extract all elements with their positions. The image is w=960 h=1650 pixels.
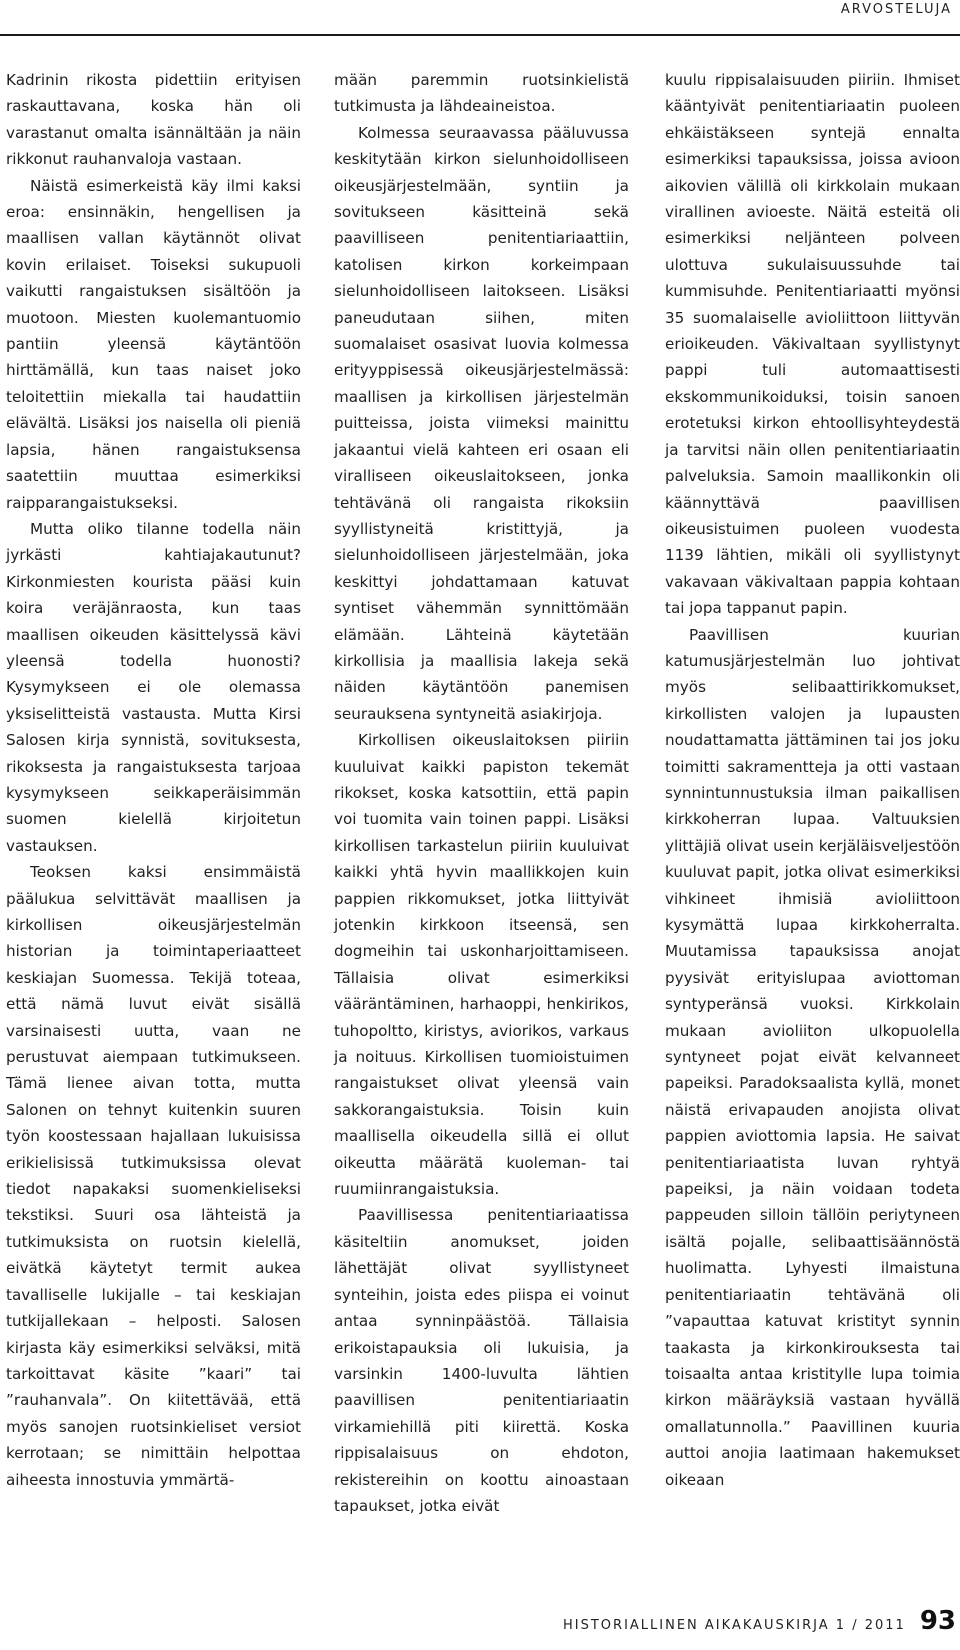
paragraph: Kirkollisen oikeuslaitoksen piiriin kuuluivat kaikki papiston tekemät rikokset, koska katsottiin, että papin voi tuomita vain toinen pappi. Lisäksi kirkollisen tarkastelun piiriin kuuluivat kaikki yhtä hyvin maallikkojen kuin pappien rikkomukset, jotka liittyivät jotenkin kirkkoon itseensä, sen dogmeihin tai uskonharjoittamiseen. Tällaisia olivat esimerkiksi vääräntäminen, harhaoppi, henkirikos, tuhopoltto, kiristys, aviorikos, varkaus ja noituus. Kirkollisen tuomioistuimen rangaistukset olivat yleensä vain sakkorangaistuksia. Toisin kuin maallisella oikeudella sillä ei ollut oikeutta määrätä kuoleman- tai ruumiinrangaistuksia.: [334, 731, 629, 1199]
paragraph: Näistä esimerkeistä käy ilmi kaksi eroa: ensinnäkin, hengellisen ja maallisen vallan käytännöt olivat kovin erilaiset. Toiseksi sukupuoli vaikutti rangaistuksen sisältöön ja muotoon. Miesten kuolemantuomio pantiin yleensä käytäntöön hirttämällä, kun taas naiset joko teloitettiin miekalla tai haudattiin elävältä. Lisäksi jos naisella oli pieniä lapsia, hänen rangaistuksensa saatettiin muuttaa esimerkiksi raipparangaistukseksi.: [6, 176, 301, 512]
header-rule: [0, 34, 960, 36]
running-head: ARVOSTELUJA: [840, 2, 952, 17]
paragraph: kuulu rippisalaisuuden piiriin. Ihmiset kääntyivät penitentiariaatin puoleen ehkäistäkseen syntejä ennalta esimerkiksi tapauksissa, joissa avioon aikovien välillä oli kirkkolain mukaan virallinen avioeste. Näitä esteitä oli esimerkiksi neljänteen polveen ulottuva sukulaisuussuhde tai kummisuhde. Penitentiariaatti myönsi 35 suomalaiselle avioliittoon liittyvän erioikeuden. Väkivaltaan syyllistynyt pappi tuli automaattisesti ekskommunikoiduksi, toisin sanoen erotetuksi kirkon ehtoollisyhteydestä ja tarvitsi näin ollen penitentiariaatin palveluksia. Samoin maallikonkin oli käännyttävä paavillisen oikeusistuimen puoleen vuodesta 1139 lähtien, mikäli oli syyllistynyt vakavaan väkivaltaan pappia kohtaan tai jopa tappanut papin.: [665, 71, 960, 618]
paragraph: mään paremmin ruotsinkielistä tutkimusta ja lähdeaineistoa.: [334, 71, 629, 116]
paragraph: Teoksen kaksi ensimmäistä päälukua selvittävät maallisen ja kirkollisen oikeusjärjestelmän historian ja toimintaperiaatteet keskiajan Suomessa. Tekijä toteaa, että nämä luvut eivät sisällä varsinaisesti uutta, vaan ne perustuvat aiempaan tutkimukseen. Tämä lienee aivan totta, mutta Salonen on tehnyt kuitenkin suuren työn koostessaan hajallaan lukuisissa erikielisissä tutkimuksissa olevat tiedot napakaksi suomenkieliseksi tekstiksi. Suuri osa lähteistä ja tutkimuksista on ruotsin kielellä, eivätkä käytetyt termit aukea tavalliselle lukijalle – tai keskiajan tutkijallekaan – helposti. Salosen kirjasta käy esimerkiksi selväksi, mitä tarkoittavat käsite ”kaari” tai ”rauhanvala”. On kiitettävää, että myös sanojen ruotsinkieliset versiot kerrotaan; se nimittäin helpottaa aiheesta innostuvia ymmärtä-: [6, 863, 301, 1489]
paragraph: Kolmessa seuraavassa pääluvussa keskitytään kirkon sielunhoidolliseen oikeusjärjestelmään, syntiin ja sovitukseen käsitteinä sekä paavilliseen penitentiariaattiin, katolisen kirkon korkeimpaan sielunhoidolliseen laitokseen. Lisäksi paneudutaan siihen, miten suomalaiset osasivat luovia kolmessa erityyppisessä oikeusjärjestelmässä: maallisen ja kirkollisen järjestelmän puitteissa, joista viimeksi mainittu jakaantui vielä kahteen eri osaan eli viralliseen oikeuslaitokseen, jonka tehtävänä oli rangaista rikoksiin syyllistyneitä kristittyjä, ja sielunhoidolliseen järjestelmään, joka keskittyi johdattamaan katuvat syntiset vähemmän synnittömään elämään. Lähteinä käytetään kirkollisia ja maallisia lakeja sekä näiden käytäntöön panemisen seurauksena syntyneitä asiakirjoja.: [334, 123, 629, 723]
paragraph: Paavillisessa penitentiariaatissa käsiteltiin anomukset, joiden lähettäjät olivat syyllistyneet synteihin, joista edes piispa ei voinut antaa synninpäästöä. Tällaisia erikoistapauksia oli lukuisia, ja varsinkin 1400-luvulta lähtien paavillisen penitentiariaatin virkamiehillä piti kiirettä. Koska rippisalaisuus on ehdoton, rekistereihin on koottu ainoastaan tapaukset, jotka eivät: [334, 1206, 629, 1515]
text-column-1: [6, 67, 301, 1493]
journal-title: HISTORIALLINEN AIKAKAUSKIRJA 1 / 2011: [563, 1618, 906, 1633]
text-column-2: [334, 67, 629, 1519]
page-number: 93: [919, 1606, 956, 1636]
paragraph: Paavillisen kuurian katumusjärjestelmän luo johtivat myös selibaattirikkomukset, kirkollisten valojen ja lupausten noudattamatta jättäminen tai jos joku toimitti sakramentteja ja otti vastaan synnintunnustuksia ilman paikallisen kirkkoherran lupaa. Valtuuksien ylittäjiä olivat usein kerjäläisveljestöön kuuluvat papit, jotka olivat esimerkiksi vihkineet ihmisiä avioliittoon kysymättä lupaa kirkkoherralta. Muutamissa tapauksissa anojat pyysivät erityislupaa aviottoman syntyperänsä vuoksi. Kirkkolain mukaan avioliiton ulkopuolella syntyneet pojat eivät kelvanneet papeiksi. Paradoksaalista kyllä, monet näistä erivapauden anojista olivat pappien aviottomia lapsia. He saivat penitentiariaatista luvan ryhtyä papeiksi, ja näin voidaan todeta pappeuden silloin tällöin periytyneen isältä pojalle, selibaattisäännöstä huolimatta. Lyhyesti ilmaistuna penitentiariaatin tehtävänä oli ”vapauttaa katuvat kristityt synnin taakasta ja kirkonkirouksesta tai toisaalta antaa kristitylle lupa toimia kirkon määräyksiä vastaan hyvällä omallatunnolla.” Paavillinen kuuria auttoi anojia laatimaan hakemukset oikeaan: [665, 625, 960, 1489]
text-column-3: [665, 67, 960, 1493]
paragraph: Kadrinin rikosta pidettiin erityisen raskauttavana, koska hän oli varastanut omalta isännältään ja näin rikkonut rauhanvaloja vastaan.: [6, 71, 301, 169]
paragraph: Mutta oliko tilanne todella näin jyrkästi kahtiajakautunut? Kirkonmiesten kourista pääsi kuin koira veräjänraosta, kun taas maallisen oikeuden käsittelyssä kävi yleensä todella huonosti? Kysymykseen ei ole olemassa yksiselitteistä vastausta. Mutta Kirsi Salosen kirja synnistä, sovituksesta, rikoksesta ja rangaistuksesta tarjoaa kysymykseen seikkaperäisimmän suomen kielellä kirjoitetun vastauksen.: [6, 519, 301, 855]
page-footer: [563, 1606, 956, 1636]
